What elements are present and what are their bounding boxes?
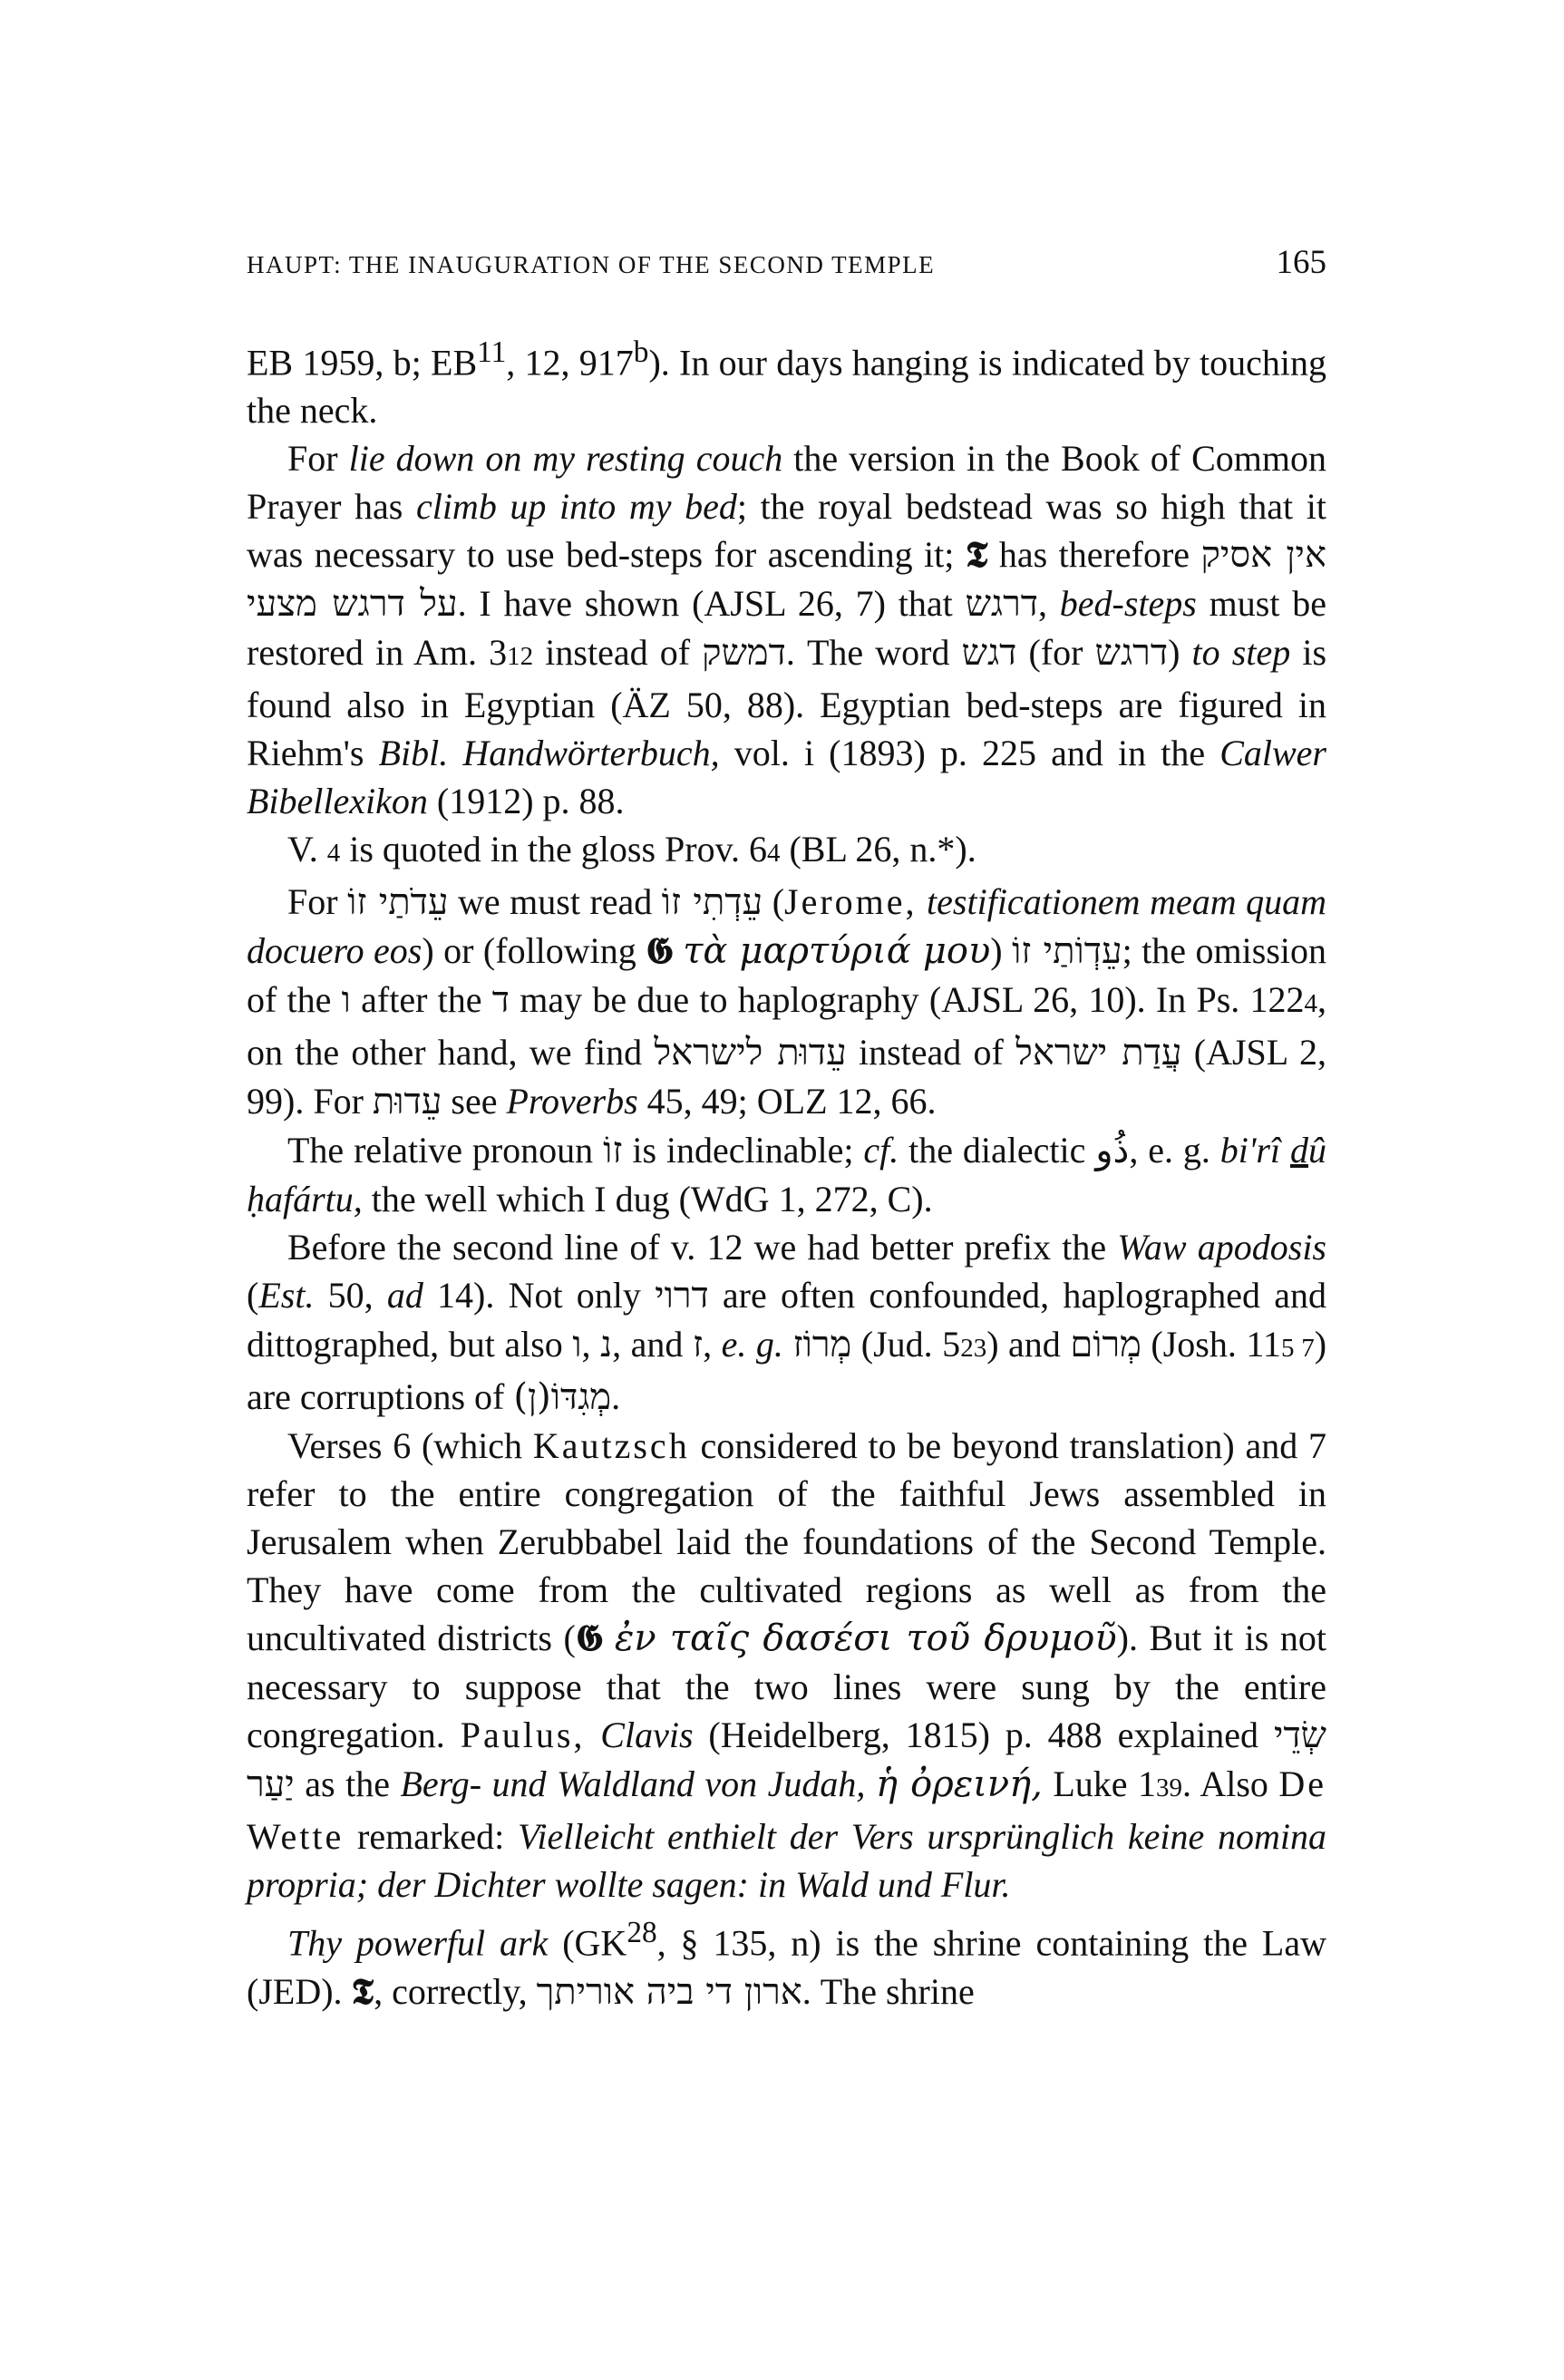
page-number: 165 bbox=[1276, 244, 1326, 281]
paragraph-4 bbox=[247, 878, 1326, 1126]
text: 45, 49; OLZ 12, 66. bbox=[637, 1081, 937, 1122]
text: (BL 26, n.*). bbox=[780, 829, 976, 870]
targum-siglum: 𝕿 bbox=[965, 533, 988, 577]
text: 50, bbox=[314, 1275, 387, 1316]
italic-phrase: Bibl. Handwörterbuch, bbox=[378, 733, 720, 774]
italic-phrase: climb up into my bed bbox=[415, 486, 737, 528]
verse-number: 39 bbox=[1156, 1773, 1183, 1803]
hebrew-text: מְגִדּוֹ(ן) bbox=[513, 1376, 612, 1419]
text: remarked: bbox=[344, 1816, 518, 1858]
superscript: 11 bbox=[477, 335, 507, 369]
text: . The shrine bbox=[801, 1970, 975, 2012]
septuagint-siglum: 𝕲 bbox=[646, 929, 674, 973]
verse-number: 4 bbox=[1304, 989, 1317, 1019]
text bbox=[674, 930, 683, 971]
italic-quote: Vielleicht enthielt der Vers ursprünglich keine nomina propria; der Dichter wollte sagen: in Wald und Flur. bbox=[247, 1816, 1326, 1906]
text: . bbox=[611, 1376, 621, 1418]
hebrew-text: עֵדוּת לישראל bbox=[654, 1032, 847, 1074]
hebrew-text: ד bbox=[491, 979, 510, 1022]
greek-text: τὰ μαρτύριά μου bbox=[683, 930, 991, 973]
text bbox=[918, 881, 928, 922]
septuagint-siglum: 𝕲 bbox=[575, 1617, 604, 1660]
paragraph-8 bbox=[247, 1909, 1326, 2016]
text: The relative pronoun bbox=[287, 1130, 604, 1171]
text: the well which I dug (WdG 1, 272, C). bbox=[362, 1179, 933, 1220]
hebrew-text: ו bbox=[341, 979, 351, 1022]
superscript: b bbox=[633, 335, 649, 369]
text: may be due to haplography (AJSL 26, 10). In Ps. 122 bbox=[510, 979, 1305, 1021]
text bbox=[585, 1715, 600, 1755]
text: Luke 1 bbox=[1042, 1763, 1157, 1805]
hebrew-text: ארון די ביה אוריתך bbox=[536, 1970, 802, 2013]
spaced-name: Jerome, bbox=[784, 881, 918, 923]
text: (for bbox=[1016, 632, 1095, 674]
text: is indeclinable; bbox=[622, 1130, 864, 1171]
text: ) bbox=[990, 930, 1013, 972]
hebrew-text: עֵדְוֹתַי זוֹ bbox=[1012, 930, 1122, 973]
hebrew-text: מְרוֹז bbox=[792, 1324, 852, 1366]
paragraph-7 bbox=[247, 1422, 1326, 1909]
italic-phrase: û ḥafártu, bbox=[247, 1130, 1326, 1220]
paragraph-5 bbox=[247, 1126, 1326, 1223]
text bbox=[603, 1617, 615, 1658]
paragraph-3 bbox=[247, 825, 1326, 878]
text: see bbox=[442, 1081, 507, 1122]
hebrew-text: מְרוֹם bbox=[1070, 1324, 1141, 1366]
text: . I have shown (AJSL 26, 7) that bbox=[457, 583, 966, 625]
text: is quoted in the gloss Prov. 6 bbox=[340, 829, 767, 870]
italic-phrase: cf. bbox=[863, 1130, 899, 1171]
underlined-letter: d bbox=[1290, 1130, 1308, 1171]
text: is found also in Egyptian (ÄZ 50, 88). Egyptian bed-steps are figured in Riehm's bbox=[247, 632, 1327, 774]
text: For bbox=[287, 438, 349, 480]
text: are often confounded, haplographed and dittographed, but also bbox=[247, 1275, 1327, 1365]
paragraph-6 bbox=[247, 1223, 1326, 1422]
text: . Also bbox=[1182, 1763, 1279, 1805]
hebrew-text: אין אסיק על דרגש מצעי bbox=[247, 534, 1327, 626]
text: instead of bbox=[533, 632, 703, 674]
hebrew-text: דרגש bbox=[1094, 632, 1169, 675]
text: ; the omission of the bbox=[247, 930, 1326, 1021]
text: 14). Not only bbox=[423, 1275, 656, 1316]
italic-phrase: lie down on my resting couch bbox=[348, 438, 783, 480]
text: , on the other hand, we find bbox=[247, 979, 1326, 1073]
hebrew-text: דגש bbox=[961, 632, 1017, 675]
text: (Jud. 5 bbox=[851, 1324, 961, 1365]
italic-phrase: ad bbox=[386, 1275, 423, 1316]
verse-number: 12 bbox=[507, 642, 534, 672]
italic-phrase: Waw apodosis bbox=[1117, 1227, 1327, 1268]
text: ). But it is not necessary to suppose that the two lines were sung by the entire congregation. bbox=[247, 1617, 1326, 1756]
text: (AJSL 2, 99). For bbox=[247, 1032, 1326, 1122]
text: , bbox=[581, 1324, 601, 1365]
italic-phrase: Est. bbox=[258, 1275, 315, 1316]
text: ( bbox=[763, 881, 785, 923]
text: , § 135, n) is the shrine containing the Law (JED). bbox=[247, 1922, 1327, 2012]
italic-phrase: Calwer Bibellexikon bbox=[247, 733, 1326, 822]
text: instead of bbox=[846, 1032, 1016, 1073]
italic-phrase: Thy powerful ark bbox=[287, 1922, 549, 1964]
text: the dialectic bbox=[899, 1130, 1096, 1171]
text: , bbox=[1037, 583, 1060, 625]
text: we must read bbox=[448, 881, 662, 923]
greek-text: ἐν ταῖς δασέσι τοῦ δρυμοῦ bbox=[614, 1617, 1117, 1660]
italic-phrase: Proverbs bbox=[506, 1081, 638, 1122]
verse-number: 4 bbox=[766, 839, 781, 869]
text: . The word bbox=[785, 632, 962, 674]
text: , e. g. bbox=[1129, 1130, 1220, 1171]
hebrew-text: עֵדֹתַי זוֹ bbox=[347, 881, 449, 924]
spaced-name: Paulus, bbox=[460, 1715, 586, 1756]
text: EB 1959, b; EB bbox=[247, 342, 478, 384]
text bbox=[783, 1324, 793, 1365]
text: (Josh. 11 bbox=[1141, 1324, 1281, 1365]
hebrew-text: נ bbox=[600, 1324, 613, 1366]
italic-phrase: to step bbox=[1191, 632, 1291, 674]
text: ). In our days hanging is indicated by touching the neck. bbox=[247, 342, 1326, 432]
verse-number: 5 7 bbox=[1280, 1334, 1315, 1364]
hebrew-text: ז bbox=[692, 1324, 704, 1366]
spaced-name: Kautzsch bbox=[532, 1425, 690, 1467]
text: ) and bbox=[986, 1324, 1071, 1365]
body-text bbox=[247, 328, 1326, 2016]
text: ) are corruptions of bbox=[247, 1324, 1327, 1418]
hebrew-text: דרוי bbox=[655, 1275, 709, 1317]
italic-phrase: Berg- und Waldland von Judah, bbox=[400, 1763, 866, 1805]
hebrew-text: עֲדַת ישראל bbox=[1015, 1032, 1182, 1074]
italic-phrase: Clavis bbox=[600, 1715, 694, 1756]
verse-number: 23 bbox=[960, 1334, 987, 1364]
text: ; the royal bedstead was so high that it was necessary to use bed-steps for ascending it; bbox=[247, 486, 1327, 576]
text: , 12, 917 bbox=[506, 342, 634, 384]
text bbox=[865, 1763, 876, 1804]
text: Verses 6 (which bbox=[287, 1425, 533, 1467]
text: V. bbox=[287, 829, 327, 870]
hebrew-text: שְׂדֵי יַעַר bbox=[247, 1715, 1326, 1806]
spaced-name: De Wette bbox=[247, 1763, 1327, 1858]
hebrew-text: דמשק bbox=[702, 632, 786, 675]
text: For bbox=[287, 881, 348, 923]
italic-phrase: bed-steps bbox=[1059, 583, 1197, 625]
text: (GK bbox=[548, 1922, 627, 1964]
text: has therefore bbox=[987, 534, 1201, 576]
text: ) bbox=[1168, 632, 1192, 674]
text: (1912) p. 88. bbox=[427, 781, 625, 822]
superscript: 28 bbox=[627, 1916, 657, 1950]
paragraph-1 bbox=[247, 328, 1326, 434]
text: vol. i (1893) p. 225 and in the bbox=[719, 733, 1220, 774]
verse-number: 4 bbox=[326, 839, 341, 869]
greek-text: ἡ ὀρεινή, bbox=[875, 1763, 1043, 1806]
page-header bbox=[247, 243, 1326, 282]
hebrew-text: עֵדוּת bbox=[372, 1081, 442, 1123]
text: ( bbox=[247, 1275, 259, 1316]
text: ) or (following bbox=[422, 930, 646, 972]
text: Before the second line of v. 12 we had better prefix the bbox=[287, 1227, 1118, 1268]
text: must be restored in Am. 3 bbox=[247, 583, 1327, 674]
italic-phrase: bi'rî bbox=[1219, 1130, 1290, 1171]
text: as the bbox=[294, 1763, 401, 1805]
paragraph-2 bbox=[247, 434, 1326, 825]
text: (Heidelberg, 1815) p. 488 explained bbox=[693, 1715, 1274, 1756]
text: , correctly, bbox=[374, 1970, 537, 2012]
italic-phrase: e. g. bbox=[721, 1324, 783, 1365]
text: considered to be beyond translation) and 7 refer to the entire congregation of the faithful Jews assembled in Jerusalem when Zerubbabel laid the foundations of the Second Temple. They have come from the cultivated regions as well as from the uncultivated districts ( bbox=[247, 1425, 1326, 1659]
hebrew-text: ו bbox=[572, 1324, 582, 1366]
running-head: HAUPT: THE INAUGURATION OF THE SECOND TEMPLE bbox=[247, 251, 936, 278]
text: , and bbox=[612, 1324, 693, 1365]
hebrew-text: עֵדְתִי זוֹ bbox=[661, 881, 763, 924]
text: the version in the Book of Common Prayer has bbox=[247, 438, 1326, 528]
hebrew-text: זוֹ bbox=[603, 1130, 623, 1172]
text: after the bbox=[350, 979, 492, 1021]
arabic-text: ذُو bbox=[1095, 1130, 1130, 1172]
targum-siglum: 𝕿 bbox=[351, 1969, 374, 2013]
hebrew-text: דרגש bbox=[965, 583, 1038, 626]
text: , bbox=[703, 1324, 722, 1365]
italic-phrase: testificationem meam quam docuero eos bbox=[247, 881, 1326, 972]
